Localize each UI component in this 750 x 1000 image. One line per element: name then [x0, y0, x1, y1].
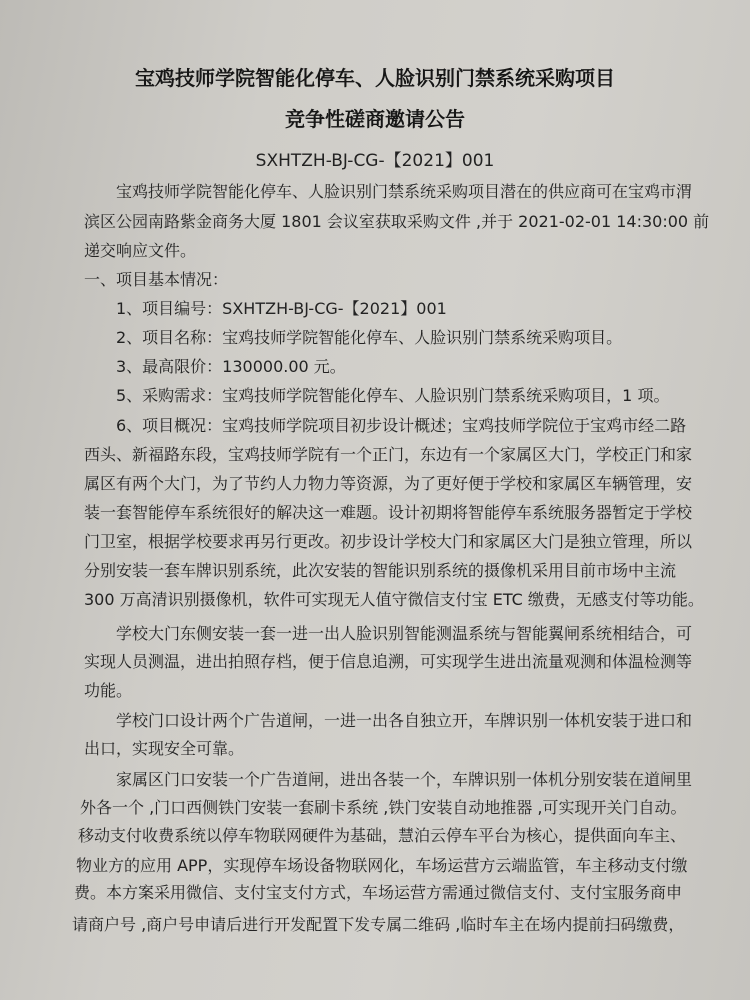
body-line: 实现人员测温，进出拍照存档，便于信息追溯，可实现学生进出流量观测和体温检测等 — [84, 652, 693, 671]
body-line: 移动支付收费系统以停车物联网硬件为基础，慧泊云停车平台为核心，提供面向车主、 — [78, 826, 687, 845]
body-line: 3、最高限价：130000.00 元。 — [116, 357, 346, 376]
body-line: 1、项目编号：SXHTZH-BJ-CG-【2021】001 — [116, 299, 447, 318]
document-code: SXHTZH-BJ-CG-【2021】001 — [255, 151, 495, 171]
body-line: 物业方的应用 APP，实现停车场设备物联网化，车场运营方云端监管，车主移动支付缴 — [76, 856, 688, 875]
document-title-line1: 宝鸡技师学院智能化停车、人脸识别门禁系统采购项目 — [135, 66, 615, 90]
body-line: 请商户号 ,商户号申请后进行开发配置下发专属二维码 ,临时车主在场内提前扫码缴费， — [72, 915, 685, 934]
body-line: 递交响应文件。 — [84, 241, 197, 260]
body-line: 功能。 — [84, 681, 133, 700]
body-line: 分别安装一套车牌识别系统，此次安装的智能识别系统的摄像机采用目前市场中主流 — [84, 561, 677, 580]
body-line: 出口，实现安全可靠。 — [84, 739, 245, 758]
body-line: 西头、新福路东段，宝鸡技师学院有一个正门，东边有一个家属区大门，学校正门和家 — [84, 445, 693, 464]
body-line: 学校门口设计两个广告道闸，一进一出各自独立开，车牌识别一体机安装于进口和 — [116, 711, 693, 730]
body-line: 2、项目名称：宝鸡技师学院智能化停车、人脸识别门禁系统采购项目。 — [116, 328, 623, 347]
body-line: 属区有两个大门，为了节约人力物力等资源，为了更好便于学校和家属区车辆管理，安 — [84, 474, 693, 493]
body-line: 外各一个 ,门口西侧铁门安装一套刷卡系统 ,铁门安装自动地推器 ,可实现开关门自动。 — [80, 798, 687, 817]
body-line: 300 万高清识别摄像机，软件可实现无人值守微信支付宝 ETC 缴费，无感支付等功能。 — [84, 590, 704, 609]
body-line: 5、采购需求：宝鸡技师学院智能化停车、人脸识别门禁系统采购项目，1 项。 — [116, 386, 670, 405]
body-line: 费。本方案采用微信、支付宝支付方式，车场运营方需通过微信支付、支付宝服务商申 — [74, 883, 683, 902]
body-line: 宝鸡技师学院智能化停车、人脸识别门禁系统采购项目潜在的供应商可在宝鸡市渭 — [116, 182, 693, 201]
body-line: 门卫室，根据学校要求再另行更改。初步设计学校大门和家属区大门是独立管理，所以 — [84, 532, 693, 551]
body-line: 家属区门口安装一个广告道闸，进出各装一个，车牌识别一体机分别安装在道闸里 — [116, 770, 693, 789]
body-line: 装一套智能停车系统很好的解决这一难题。设计初期将智能停车系统服务器暂定于学校 — [84, 503, 693, 522]
body-line: 学校大门东侧安装一套一进一出人脸识别智能测温系统与智能翼闸系统相结合，可 — [116, 624, 693, 643]
document-title-line2: 竞争性磋商邀请公告 — [285, 107, 465, 131]
body-line: 6、项目概况：宝鸡技师学院项目初步设计概述；宝鸡技师学院位于宝鸡市经二路 — [116, 416, 687, 435]
body-line: 一、项目基本情况： — [84, 270, 229, 289]
body-line: 滨区公园南路紫金商务大厦 1801 会议室获取采购文件 ,并于 2021-02-01 14:30:00 前 — [84, 212, 710, 231]
